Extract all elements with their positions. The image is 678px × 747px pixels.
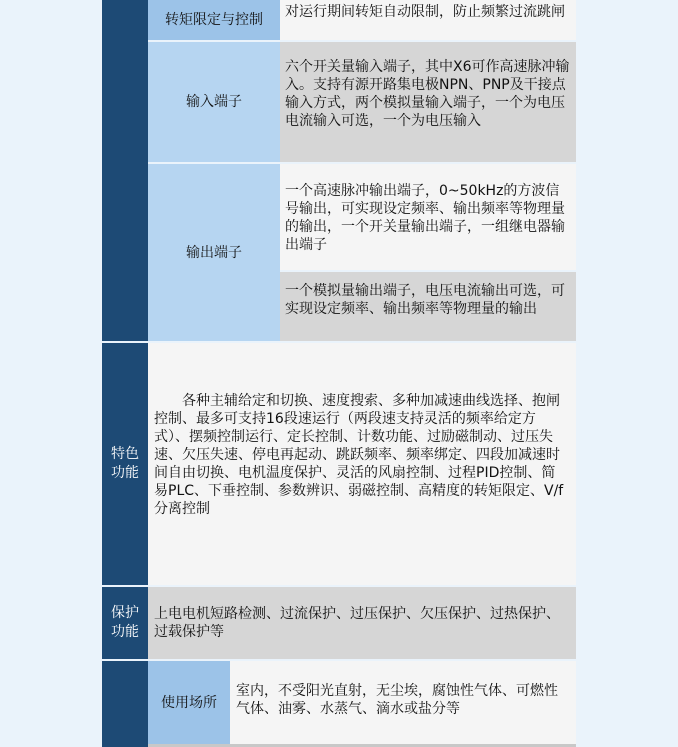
protection-desc bbox=[148, 587, 576, 659]
features-desc bbox=[148, 343, 576, 585]
environment-text: 室内，不受阳光直射，无尘埃，腐蚀性气体、可燃性气体、油雾、水蒸气、滴水或盐分等 bbox=[236, 682, 558, 717]
torque-label-text: 转矩限定与控制 bbox=[165, 12, 263, 28]
output-desc-2: 一个模拟量输出端子，电压电流输出可选，可实现设定频率、输出频率等物理量的输出 bbox=[280, 272, 576, 341]
output-label bbox=[148, 164, 280, 341]
torque-desc: 对运行期间转矩自动限制，防止频繁过流跳闸 bbox=[280, 0, 576, 40]
environment-desc bbox=[230, 661, 576, 744]
environment-category bbox=[102, 661, 148, 747]
input-label bbox=[148, 42, 280, 162]
protection-label: 保护功能 bbox=[111, 605, 139, 640]
input-desc: 六个开关量输入端子，其中X6可作高速脉冲输入。支持有源开路集电极NPN、PNP及干接点输入方式，两个模拟量输入端子，一个为电压电流输入可选，一个为电压输入 bbox=[280, 42, 576, 162]
output-desc-1: 一个高速脉冲输出端子，0~50kHz的方波信号输出，可实现设定频率、输出频率等物理量的输出，一个开关量输出端子，一组继电器输出端子 bbox=[280, 164, 576, 270]
protection-text: 上电电机短路检测、过流保护、过压保护、欠压保护、过热保护、过载保护等 bbox=[154, 606, 560, 640]
environment-label-text: 使用场所 bbox=[161, 694, 217, 711]
features-category bbox=[102, 343, 148, 585]
protection-category bbox=[102, 587, 148, 659]
output-label-text: 输出端子 bbox=[186, 244, 242, 261]
torque-label bbox=[148, 0, 280, 40]
input-label-text: 输入端子 bbox=[186, 94, 242, 110]
category-cell-top bbox=[102, 0, 148, 341]
features-label: 特色功能 bbox=[111, 446, 139, 481]
environment-label bbox=[148, 661, 230, 744]
features-text: 各种主辅给定和切换、速度搜索、多种加减速曲线选择、抱闸控制、最多可支持16段速运行（两段速支持灵活的频率给定方式）、摆频控制运行、定长控制、计数功能、过励磁制动、过压失速、欠压失速、停电再起动、跳跃频率、频率绑定、四段加减速时间自由切换、电机温度保护、灵活的风扇控制、过程PID控制、简易PLC、下垂控制、参数辨识、弱磁控制、高精度的转矩限定、V/f分离控制 bbox=[154, 393, 564, 517]
